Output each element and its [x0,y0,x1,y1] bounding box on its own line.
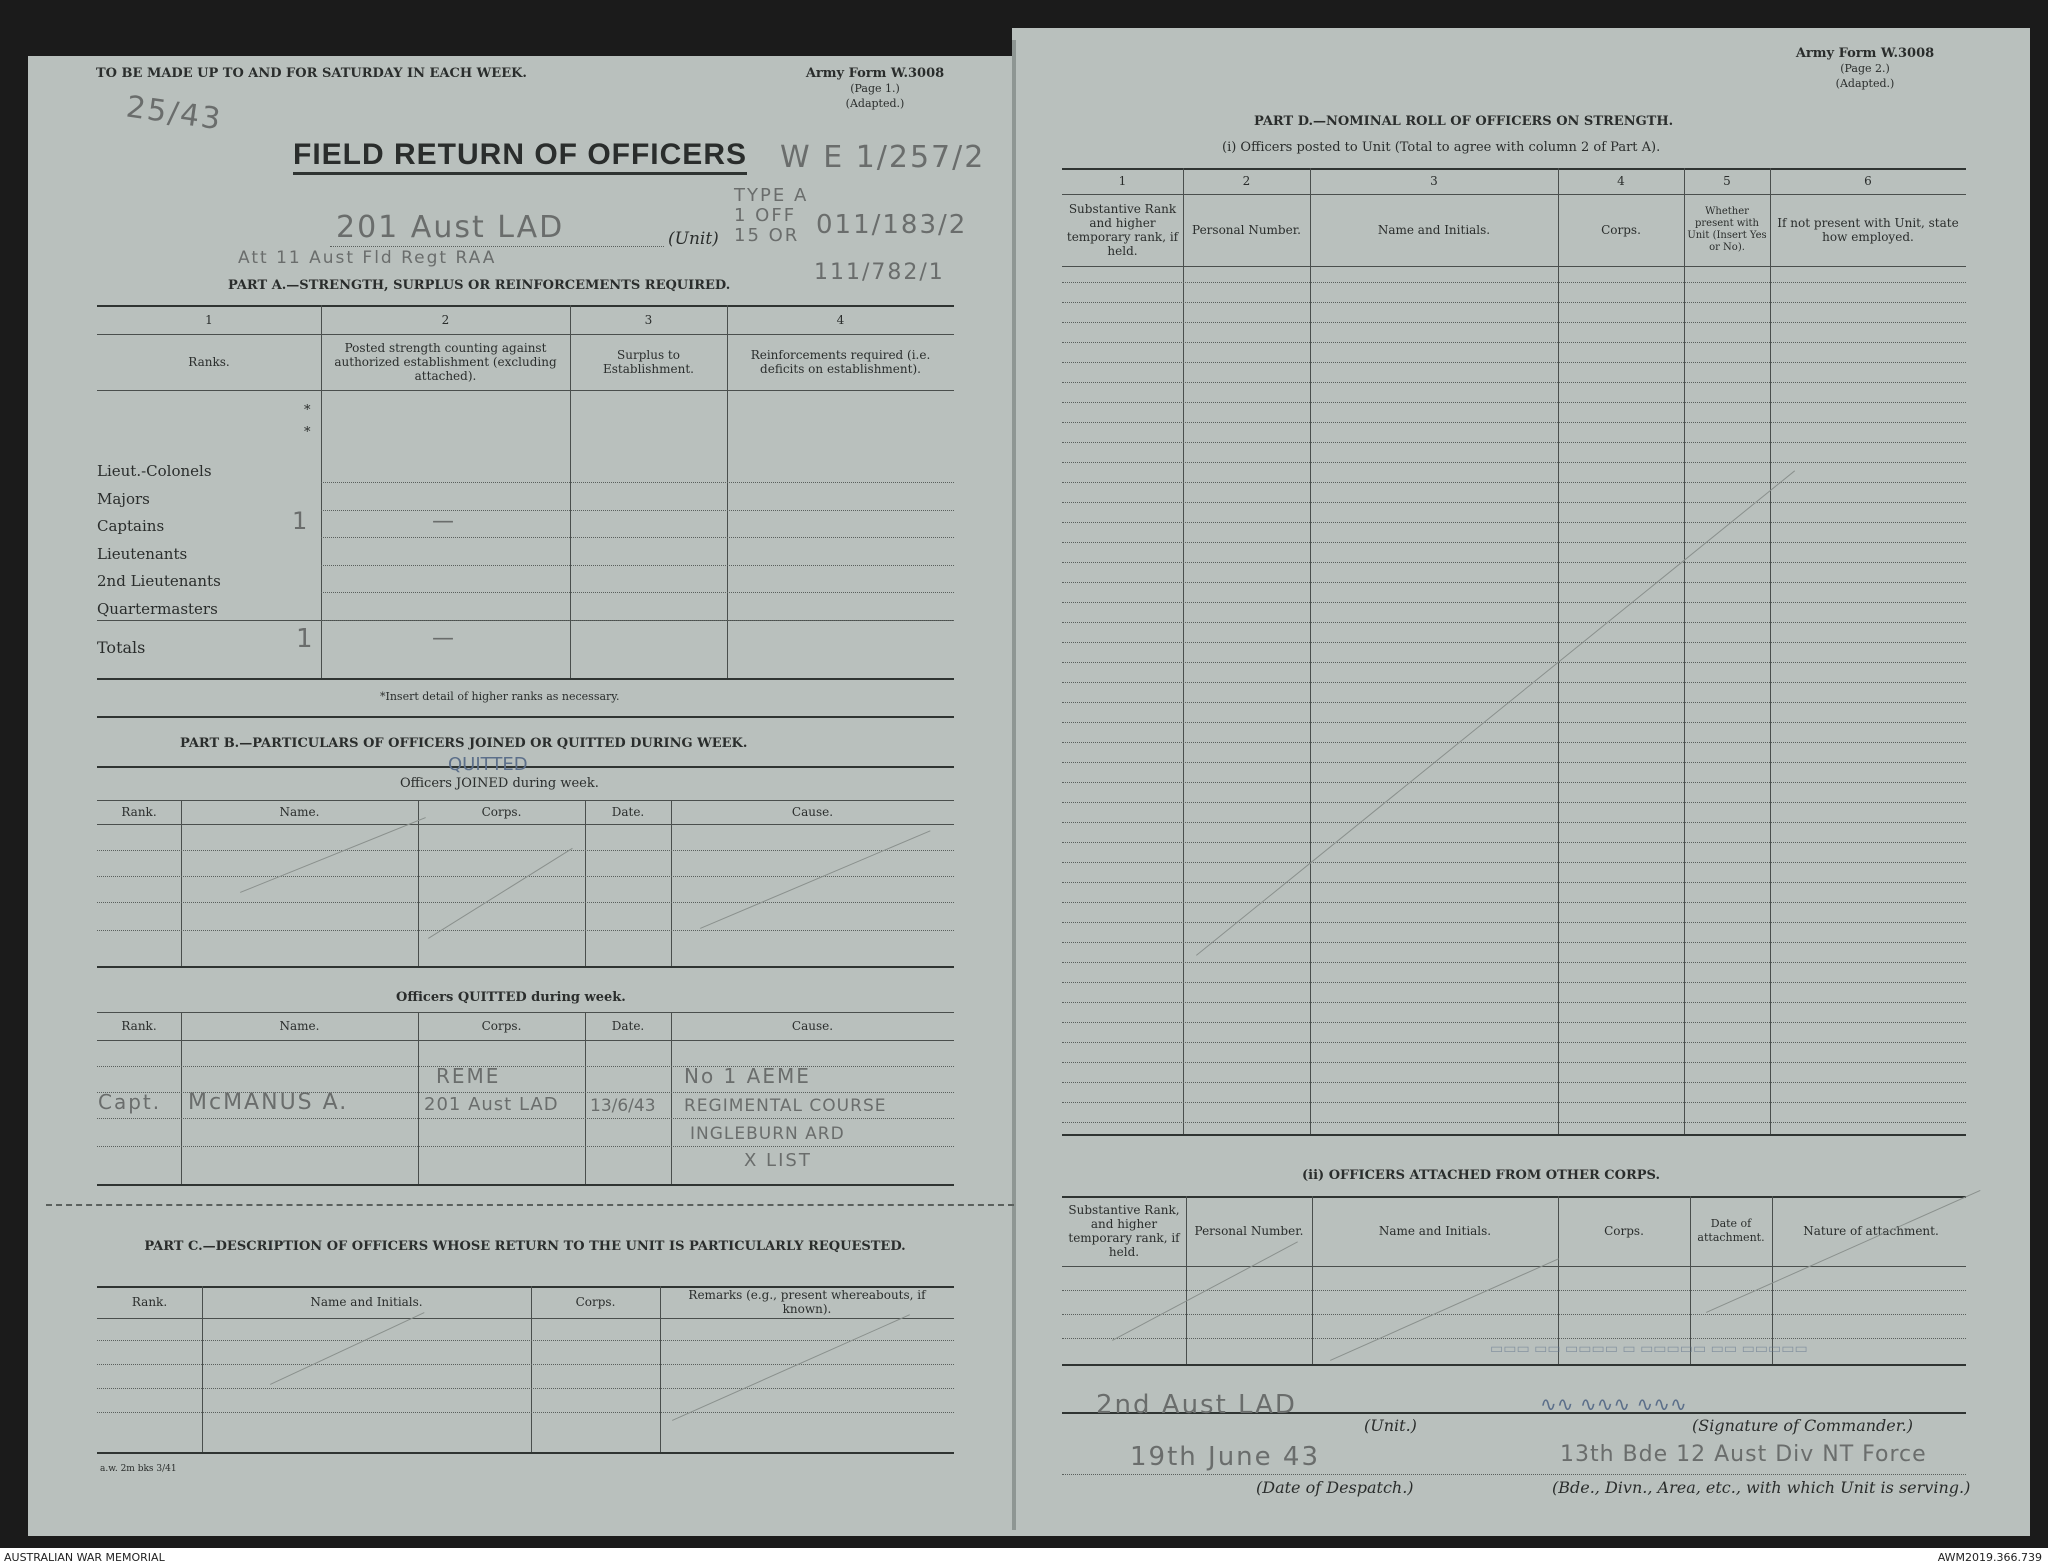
form-number-p2: Army Form W.3008 (Page 2.) (Adapted.) [1795,46,1935,90]
part-a-header-reinforcements: Reinforcements required (i.e. deficits on establishment). [750,348,931,376]
part-d-row-line [1062,1122,1966,1123]
part-d-colnum-3: 3 [1430,174,1438,188]
part-d-row-line [1062,562,1966,563]
part-d-row-line [1062,822,1966,823]
totals-surplus: — [432,626,456,651]
quitted-title: Officers QUITTED during week. [396,990,626,1005]
part-a-rank-label: Quartermasters [97,599,218,618]
part-a-colnum-2: 2 [441,313,450,327]
quitted-cause-2: REGIMENTAL COURSE [684,1096,887,1116]
part-a-row-line [321,565,954,566]
part-d-row-line [1062,1082,1966,1083]
part-d-row-line [1062,1022,1966,1023]
joined-col-corps: Corps. [481,805,522,819]
serving-label: (Bde., Divn., Area, etc., with which Unit is serving.) [1552,1478,1971,1497]
part-d-row-line [1062,542,1966,543]
part-a-rank-label: 2nd Lieutenants [97,572,221,590]
part-d-colnum-5: 5 [1723,174,1731,188]
part-a-heading: PART A.—STRENGTH, SURPLUS OR REINFORCEMENTS REQUIRED. [228,278,731,293]
part-a-colnum-1: 1 [205,313,213,327]
hand-unit: 201 Aust LAD [336,210,565,245]
part-d-row-line [1062,1102,1966,1103]
part-a-posted-value: 1 [292,507,310,535]
part-d-row-line [1062,682,1966,683]
totals-posted: 1 [296,624,315,654]
part-d-row-line [1062,522,1966,523]
part-d-row-line [1062,662,1966,663]
part-a-row-line [321,620,954,621]
hand-ref3: 111/782/1 [814,260,945,285]
part-d-row-line [1062,1002,1966,1003]
part-a-rank-label: Captains [97,517,165,535]
part-c-col-remarks: Remarks (e.g., present whereabouts, if known). [688,1288,926,1316]
part-d-row-line [1062,902,1966,903]
part-d-row-line [1062,622,1966,623]
hand-we-ref: W E 1/257/2 [780,140,986,175]
archive-footer [0,1548,2048,1568]
commander-signature: ∿∿ ∿∿∿ ∿∿∿ [1540,1392,1687,1416]
part-a-rank-label: Majors [97,489,150,508]
quitted-cause-1: No 1 AEME [684,1064,811,1088]
part-a-surplus-value: — [432,509,456,534]
quitted-corps-1: REME [436,1064,501,1088]
part-d-row-line [1062,402,1966,403]
part-c-col-name: Name and Initials. [310,1295,423,1309]
part-d-row-line [1062,842,1966,843]
quitted-col-name: Name. [279,1019,320,1033]
quitted-name: McMANUS A. [188,1090,349,1115]
part-a-row-line [321,592,954,593]
hand-number: 25/43 [124,89,225,138]
instruction-text: TO BE MADE UP TO AND FOR SATURDAY IN EACH WEEK. [96,66,527,81]
part-d-sub-i: (i) Officers posted to Unit (Total to agree with column 2 of Part A). [1222,140,1661,155]
part-a-footnote: *Insert detail of higher ranks as necessary. [380,690,620,703]
part-d-i-col-rank: Substantive Rank and higher temporary rank, if held. [1066,202,1179,258]
part-d-ii-col-name: Name and Initials. [1378,1224,1492,1238]
part-d-row-line [1062,482,1966,483]
part-d-row-line [1062,942,1966,943]
part-d-row-line [1062,462,1966,463]
footer-right: AWM2019.366.739 [1937,1551,2042,1564]
part-d-ii-col-rank: Substantive Rank, and higher temporary rank, if held. [1068,1203,1180,1259]
part-a-row-line [321,482,954,483]
part-d-row-line [1062,762,1966,763]
part-d-row-line [1062,982,1966,983]
part-d-row-line [1062,342,1966,343]
part-a-header-posted: Posted strength counting against authorized establishment (excluding attached). [334,341,557,383]
part-d-row-line [1062,502,1966,503]
part-a-row-line [321,510,954,511]
hand-bde-bottom: 13th Bde 12 Aust Div NT Force [1560,1442,1927,1467]
part-d-colnum-1: 1 [1118,174,1127,188]
hand-quitted: QUITTED [448,754,528,775]
part-d-ii-col-nature: Nature of attachment. [1803,1224,1939,1238]
part-d-row-line [1062,962,1966,963]
part-d-heading: PART D.—NOMINAL ROLL OF OFFICERS ON STRENGTH. [1254,114,1674,129]
part-d-row-line [1062,302,1966,303]
part-d-ii-col-corps: Corps. [1604,1224,1644,1238]
page-fold [1012,40,1016,1530]
quitted-rank: Capt. [98,1090,162,1114]
footer-left: AUSTRALIAN WAR MEMORIAL [4,1551,165,1564]
part-a-colnum-4: 4 [836,313,845,327]
part-d-i-col-employed: If not present with Unit, state how employed. [1777,216,1959,244]
part-d-colnum-6: 6 [1864,174,1872,188]
part-d-row-line [1062,782,1966,783]
part-d-row-line [1062,602,1966,603]
part-d-row-line [1062,422,1966,423]
part-d-i-col-corps: Corps. [1601,223,1641,237]
part-d-colnum-4: 4 [1617,174,1625,188]
hand-attached: Att 11 Aust Fld Regt RAA [238,248,497,268]
part-d-row-line [1062,702,1966,703]
quitted-date: 13/6/43 [590,1096,656,1116]
despatch-label: (Date of Despatch.) [1256,1478,1414,1497]
quitted-corps-2: 201 Aust LAD [424,1094,559,1115]
part-d-row-line [1062,362,1966,363]
part-d-row-line [1062,1042,1966,1043]
part-d-row-line [1062,322,1966,323]
part-d-row-line [1062,882,1966,883]
form-title: FIELD RETURN OF OFFICERS [293,138,747,175]
part-d-i-col-name: Name and Initials. [1377,223,1491,237]
part-c-heading: PART C.—DESCRIPTION OF OFFICERS WHOSE RETURN TO THE UNIT IS PARTICULARLY REQUESTED. [144,1239,906,1254]
print-code: a.w. 2m bks 3/41 [100,1464,177,1474]
part-a-colnum-3: 3 [644,313,653,327]
hand-date-bottom: 19th June 43 [1130,1442,1320,1472]
part-d-i-col-number: Personal Number. [1192,223,1301,237]
part-d-i-col-present: Whether present with Unit (Insert Yes or No). [1687,206,1767,253]
part-d-row-line [1062,802,1966,803]
part-d-row-line [1062,642,1966,643]
part-d-ii-col-number: Personal Number. [1194,1224,1304,1238]
faint-annotation-scribble: ▭▭▭ ▭▭ ▭▭▭▭ ▭ ▭▭▭▭▭ ▭▭ ▭▭▭▭▭ [1490,1341,1808,1357]
commander-signature-label: (Signature of Commander.) [1692,1416,1913,1435]
joined-title: Officers JOINED during week. [400,776,599,791]
joined-col-rank: Rank. [121,805,157,819]
part-d-ii-col-date: Date of attachment. [1697,1217,1765,1244]
part-d-row-line [1062,862,1966,863]
part-c-col-corps: Corps. [575,1295,616,1309]
part-a-row-line [321,537,954,538]
quitted-col-date: Date. [611,1019,645,1033]
part-d-row-line [1062,582,1966,583]
part-d-colnum-2: 2 [1242,174,1251,188]
part-d-row-line [1062,442,1966,443]
part-d-row-line [1062,722,1966,723]
joined-col-cause: Cause. [791,805,834,819]
part-c-col-rank: Rank. [131,1295,168,1309]
part-a-header-ranks: Ranks. [188,355,230,369]
part-d-sub-ii: (ii) OFFICERS ATTACHED FROM OTHER CORPS. [1302,1168,1661,1183]
quitted-col-rank: Rank. [121,1019,157,1033]
part-d-row-line [1062,282,1966,283]
part-a-rank-label: Lieutenants [97,544,188,563]
hand-ref2: 011/183/2 [816,210,968,240]
quitted-cause-3: INGLEBURN ARD [690,1124,845,1144]
joined-col-date: Date. [611,805,645,819]
form-number-p1: Army Form W.3008 (Page 1.) (Adapted.) [805,66,945,110]
hand-typea: TYPE A 1 OFF 15 OR [734,185,809,246]
joined-col-name: Name. [279,805,320,819]
unit-label: (Unit) [668,229,719,249]
part-a-header-surplus: Surplus to Establishment. [603,348,694,376]
quitted-col-cause: Cause. [791,1019,834,1033]
part-d-row-line [1062,742,1966,743]
part-d-row-line [1062,922,1966,923]
part-b-heading: PART B.—PARTICULARS OF OFFICERS JOINED OR QUITTED DURING WEEK. [180,736,748,751]
part-d-row-line [1062,1062,1966,1063]
totals-label: Totals [97,638,146,657]
hand-unit-bottom: 2nd Aust LAD [1096,1390,1297,1420]
quitted-col-corps: Corps. [481,1019,522,1033]
quitted-cause-4: X LIST [744,1150,812,1171]
part-a-rank-label: Lieut.-Colonels [97,462,212,480]
unit-signature-label: (Unit.) [1364,1416,1417,1435]
part-d-row-line [1062,382,1966,383]
